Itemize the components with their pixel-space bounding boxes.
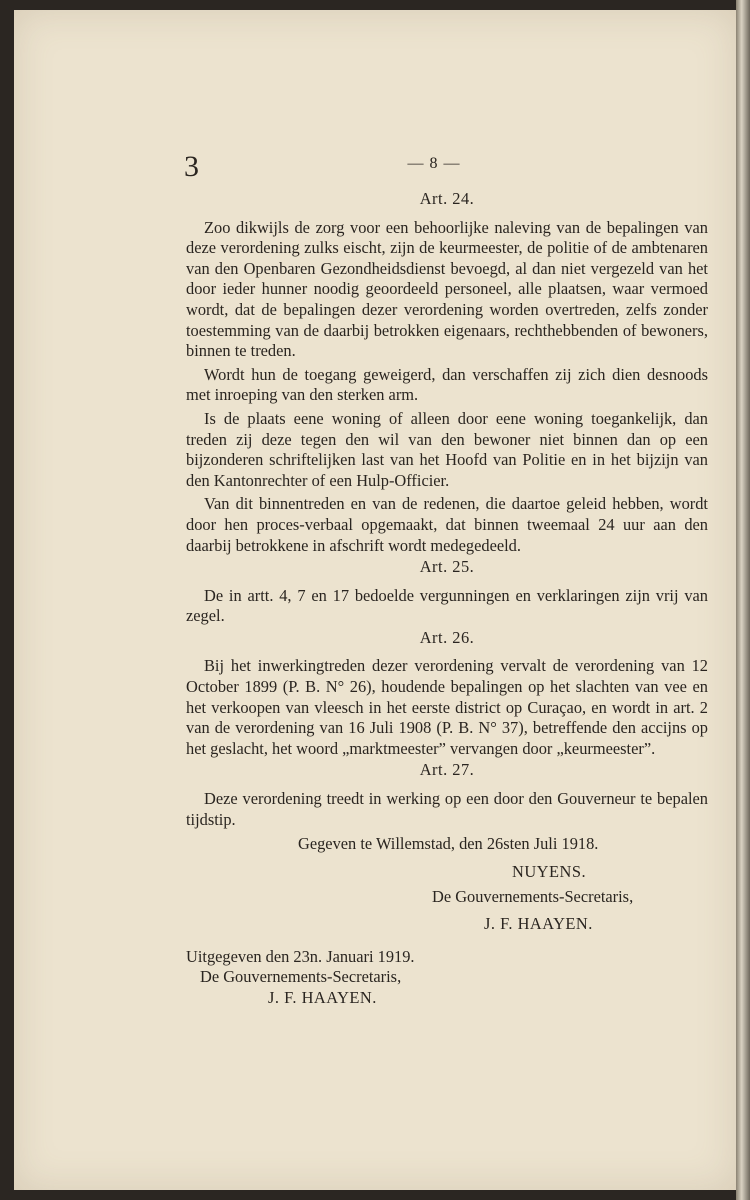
issued-secretary-name: J. F. HAAYEN. — [268, 987, 377, 1007]
issued-block — [186, 947, 708, 1009]
issued-secretary-title: De Gouvernements-Secretaris, — [200, 967, 402, 987]
article-paragraph: Is de plaats eene woning of alleen door eene woning toegankelijk, dan treden zij deze tegen den wil van den bewoner niet binnen dan op een bijzonderen schriftelijken last van het Hoofd van Politie en in het bijzijn van den Kantonrechter of een Hulp-Officier. — [186, 408, 708, 490]
document-body — [186, 188, 708, 1008]
article-heading: Art. 26. — [419, 627, 475, 647]
article-26 — [186, 628, 708, 760]
article-paragraph: Deze verordening treedt in werking op een door den Gouverneur te bepalen tijdstip. — [186, 789, 708, 829]
margin-number: 3 — [184, 150, 199, 183]
governor-name: NUYENS. — [512, 861, 587, 881]
article-paragraph: Zoo dikwijls de zorg voor een behoorlijke naleving van de bepalingen van deze verordening zulks eischt, zijn de keurmeester, de politie of de ambtenaren van den Openbaren Gezondheidsdienst bevoegd, al dan niet vergezeld van het door ieder hunner noodig geoordeeld personeel, alle plaatsen, waar vermoed wordt, dat de bepalingen dezer verordening worden overtreden, zelfs zonder toestemming van de daarbij betrokken eigenaars, rechthebbenden of bewoners, binnen te treden. — [186, 217, 708, 361]
signature-block — [186, 834, 708, 934]
article-paragraph: Van dit binnentreden en van de redenen, die daartoe geleid hebben, wordt door hen proces-verbaal opgemaakt, dat binnen tweemaal 24 uur aan den daarbij betrokkene in afschrift wordt medegedeeld. — [186, 494, 708, 555]
article-heading: Art. 27. — [419, 760, 475, 780]
document-page — [14, 10, 736, 1190]
article-27 — [186, 760, 708, 830]
secretary-name: J. F. HAAYEN. — [484, 914, 593, 933]
given-at-line: Gegeven te Willemstad, den 26sten Juli 1918. — [298, 834, 599, 854]
article-paragraph: Bij het inwerkingtreden dezer verordening vervalt de verordening van 12 October 1899 (P. B. N° 26), houdende bepalingen op het slachten van vee en het verkoopen van vleesch in het eerste district op Curaçao, en wordt in art. 2 van de verordening van 16 Juli 1908 (P. B. N° 37), betreffende den accijns op het geslacht, het woord „marktmeester” vervangen door „keurmeester”. — [186, 656, 708, 758]
article-heading: Art. 25. — [419, 557, 475, 577]
article-25 — [186, 557, 708, 627]
page-number: — 8 — — [407, 155, 461, 172]
article-paragraph: Wordt hun de toegang geweigerd, dan verschaffen zij zich dien desnoods met inroeping van den sterken arm. — [186, 364, 708, 405]
article-heading: Art. 24. — [419, 189, 475, 208]
issued-date: Uitgegeven den 23n. Januari 1919. — [186, 946, 415, 966]
scan-edge — [736, 0, 750, 1200]
article-24 — [186, 189, 708, 556]
secretary-title: De Gouvernements-Secretaris, — [432, 887, 634, 907]
article-paragraph: De in artt. 4, 7 en 17 bedoelde vergunningen en verklaringen zijn vrij van zegel. — [186, 585, 708, 626]
